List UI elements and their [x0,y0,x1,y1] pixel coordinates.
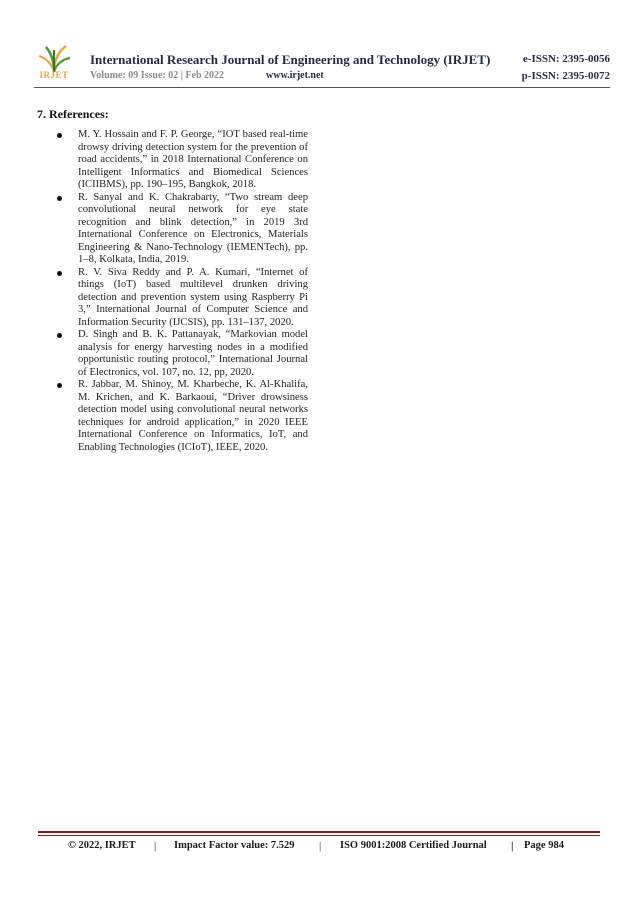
bullet-icon [57,271,62,276]
footer-page-number: Page 984 [524,840,564,851]
journal-title: International Research Journal of Engineering and Technology (IRJET) [90,52,491,67]
bullet-icon [57,383,62,388]
reference-text: M. Y. Hossain and F. P. George, “IOT based real-time drowsy driving detection system for the prevention of road accidents,” in 2018 International Conference on Intelligent Informatics and Biomedical Sciences (ICIIBMS), pp. 190–195, Bangkok, 2018. [78,129,308,190]
reference-item [52,129,308,192]
pissn: p-ISSN: 2395-0072 [521,70,610,82]
reference-text: D. Singh and B. K. Pattanayak, “Markovian model analysis for energy harvesting nodes in a modified opportunistic routing protocol,” International Journal of Electronics, vol. 107, no. 12, pp, 2020. [78,329,308,378]
bullet-icon [57,133,62,138]
reference-text: R. V. Siva Reddy and P. A. Kumari, “Internet of things (IoT) based multilevel drunken driving detection and prevention system using Raspberry Pi 3,” International Journal of Computer Science and Information Security (IJCSIS), pp. 131–137, 2020. [78,266,308,328]
reference-item [52,379,308,454]
reference-text: R. Sanyal and K. Chakrabarty, “Two stream deep convolutional neural network for eye state recognition and blink detection,” in 2019 3rd International Conference on Electronics, Materials Engineering & Nano-Technology (IEMENTech), pp. 1–8, Kolkata, India, 2019. [78,191,308,265]
reference-item [52,267,308,330]
footer-impact-factor: Impact Factor value: 7.529 [174,840,295,851]
footer-separator: | [154,840,157,852]
section-heading: 7. References: [37,107,109,121]
header-divider [34,87,610,88]
reference-text: R. Jabbar, M. Shinoy, M. Kharbeche, K. Al-Khalifa, M. Krichen, and K. Barkaoui, “Driver drowsiness detection model using convolutional neural networks techniques for android application,” in 2020 IEEE International Conference on Informatics, IoT, and Enabling Technologies (ICIoT), IEEE, 2020. [78,379,308,453]
footer-divider [38,831,600,833]
reference-item [52,329,308,379]
volume-issue: Volume: 09 Issue: 02 | Feb 2022 [90,70,225,81]
footer-copyright: © 2022, IRJET [68,840,136,851]
footer-separator: | [319,840,322,852]
reference-list [52,129,308,454]
reference-item [52,192,308,267]
footer-iso: ISO 9001:2008 Certified Journal [340,840,487,851]
logo-text: IRJET [39,70,69,80]
journal-website-link[interactable]: www.irjet.net [266,70,324,81]
eissn: e-ISSN: 2395-0056 [522,53,610,65]
footer-separator: | [511,840,514,852]
footer-divider-thin [38,835,600,836]
bullet-icon [57,333,62,338]
bullet-icon [57,196,62,201]
